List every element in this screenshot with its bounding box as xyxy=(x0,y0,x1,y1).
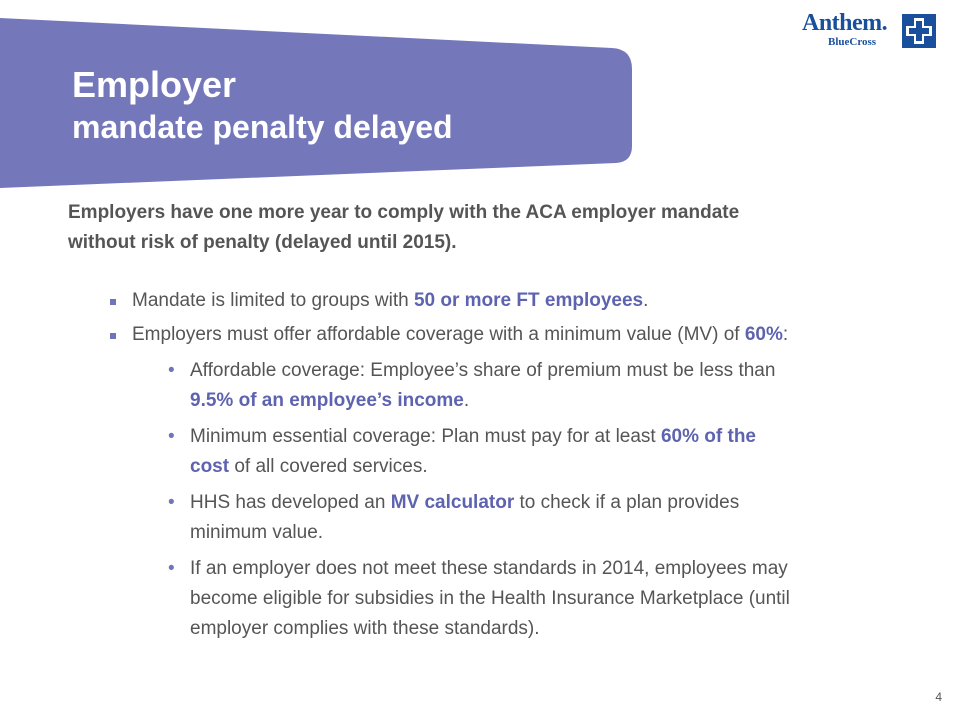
bullet-text: of all covered services. xyxy=(229,456,428,477)
logo-wordmark: Anthem. xyxy=(802,10,888,36)
bullet-highlight: 50 or more FT employees xyxy=(413,290,644,311)
bullet-text: If an employer does not meet these standards in 2014, employees may become eligible for subsidies in the Health Insurance Marketplace (until employer complies with these standards). xyxy=(190,558,790,639)
bullet-highlight: 60% xyxy=(744,324,783,345)
square-bullet-icon xyxy=(110,299,116,305)
main-bullet-list xyxy=(108,286,828,650)
list-item xyxy=(132,554,792,644)
bullet-highlight: MV calculator xyxy=(390,492,515,513)
square-bullet-icon xyxy=(110,333,116,339)
bullet-highlight: 60% of the cost xyxy=(190,426,757,477)
dot-bullet-icon: • xyxy=(168,558,175,579)
bullet-highlight: 9.5% of an employee’s income xyxy=(190,390,464,411)
anthem-logo xyxy=(802,10,942,54)
logo-subline: BlueCross xyxy=(828,36,877,48)
bullet-text: Affordable coverage: Employee’s share of premium must be less than xyxy=(190,360,776,381)
list-item xyxy=(132,488,792,548)
dot-bullet-icon: • xyxy=(168,492,175,513)
page-title: Employer xyxy=(72,64,237,105)
bullet-text: Mandate is limited to groups with xyxy=(132,290,414,311)
list-item xyxy=(108,286,828,316)
bullet-text: to check if a plan provides minimum value. xyxy=(190,492,740,543)
bullet-text: Minimum essential coverage: Plan must pay for at least xyxy=(190,426,661,447)
list-item xyxy=(108,320,828,644)
bullet-text: HHS has developed an xyxy=(190,492,391,513)
bullet-text: : xyxy=(782,324,789,345)
intro-text: Employers have one more year to comply with the ACA employer mandate without risk of penalty (delayed until 2015). xyxy=(68,202,740,253)
page-subtitle: mandate penalty delayed xyxy=(72,109,453,145)
list-item xyxy=(132,422,792,482)
sub-bullet-list xyxy=(132,356,792,644)
bullet-text: . xyxy=(643,290,649,311)
bullet-text: . xyxy=(463,390,470,411)
dot-bullet-icon: • xyxy=(168,426,175,447)
bullet-text: Employers must offer affordable coverage with a minimum value (MV) of xyxy=(132,324,745,345)
blue-cross-icon xyxy=(902,14,936,48)
dot-bullet-icon: • xyxy=(168,360,175,381)
page-number: 4 xyxy=(935,690,942,704)
list-item xyxy=(132,356,792,416)
